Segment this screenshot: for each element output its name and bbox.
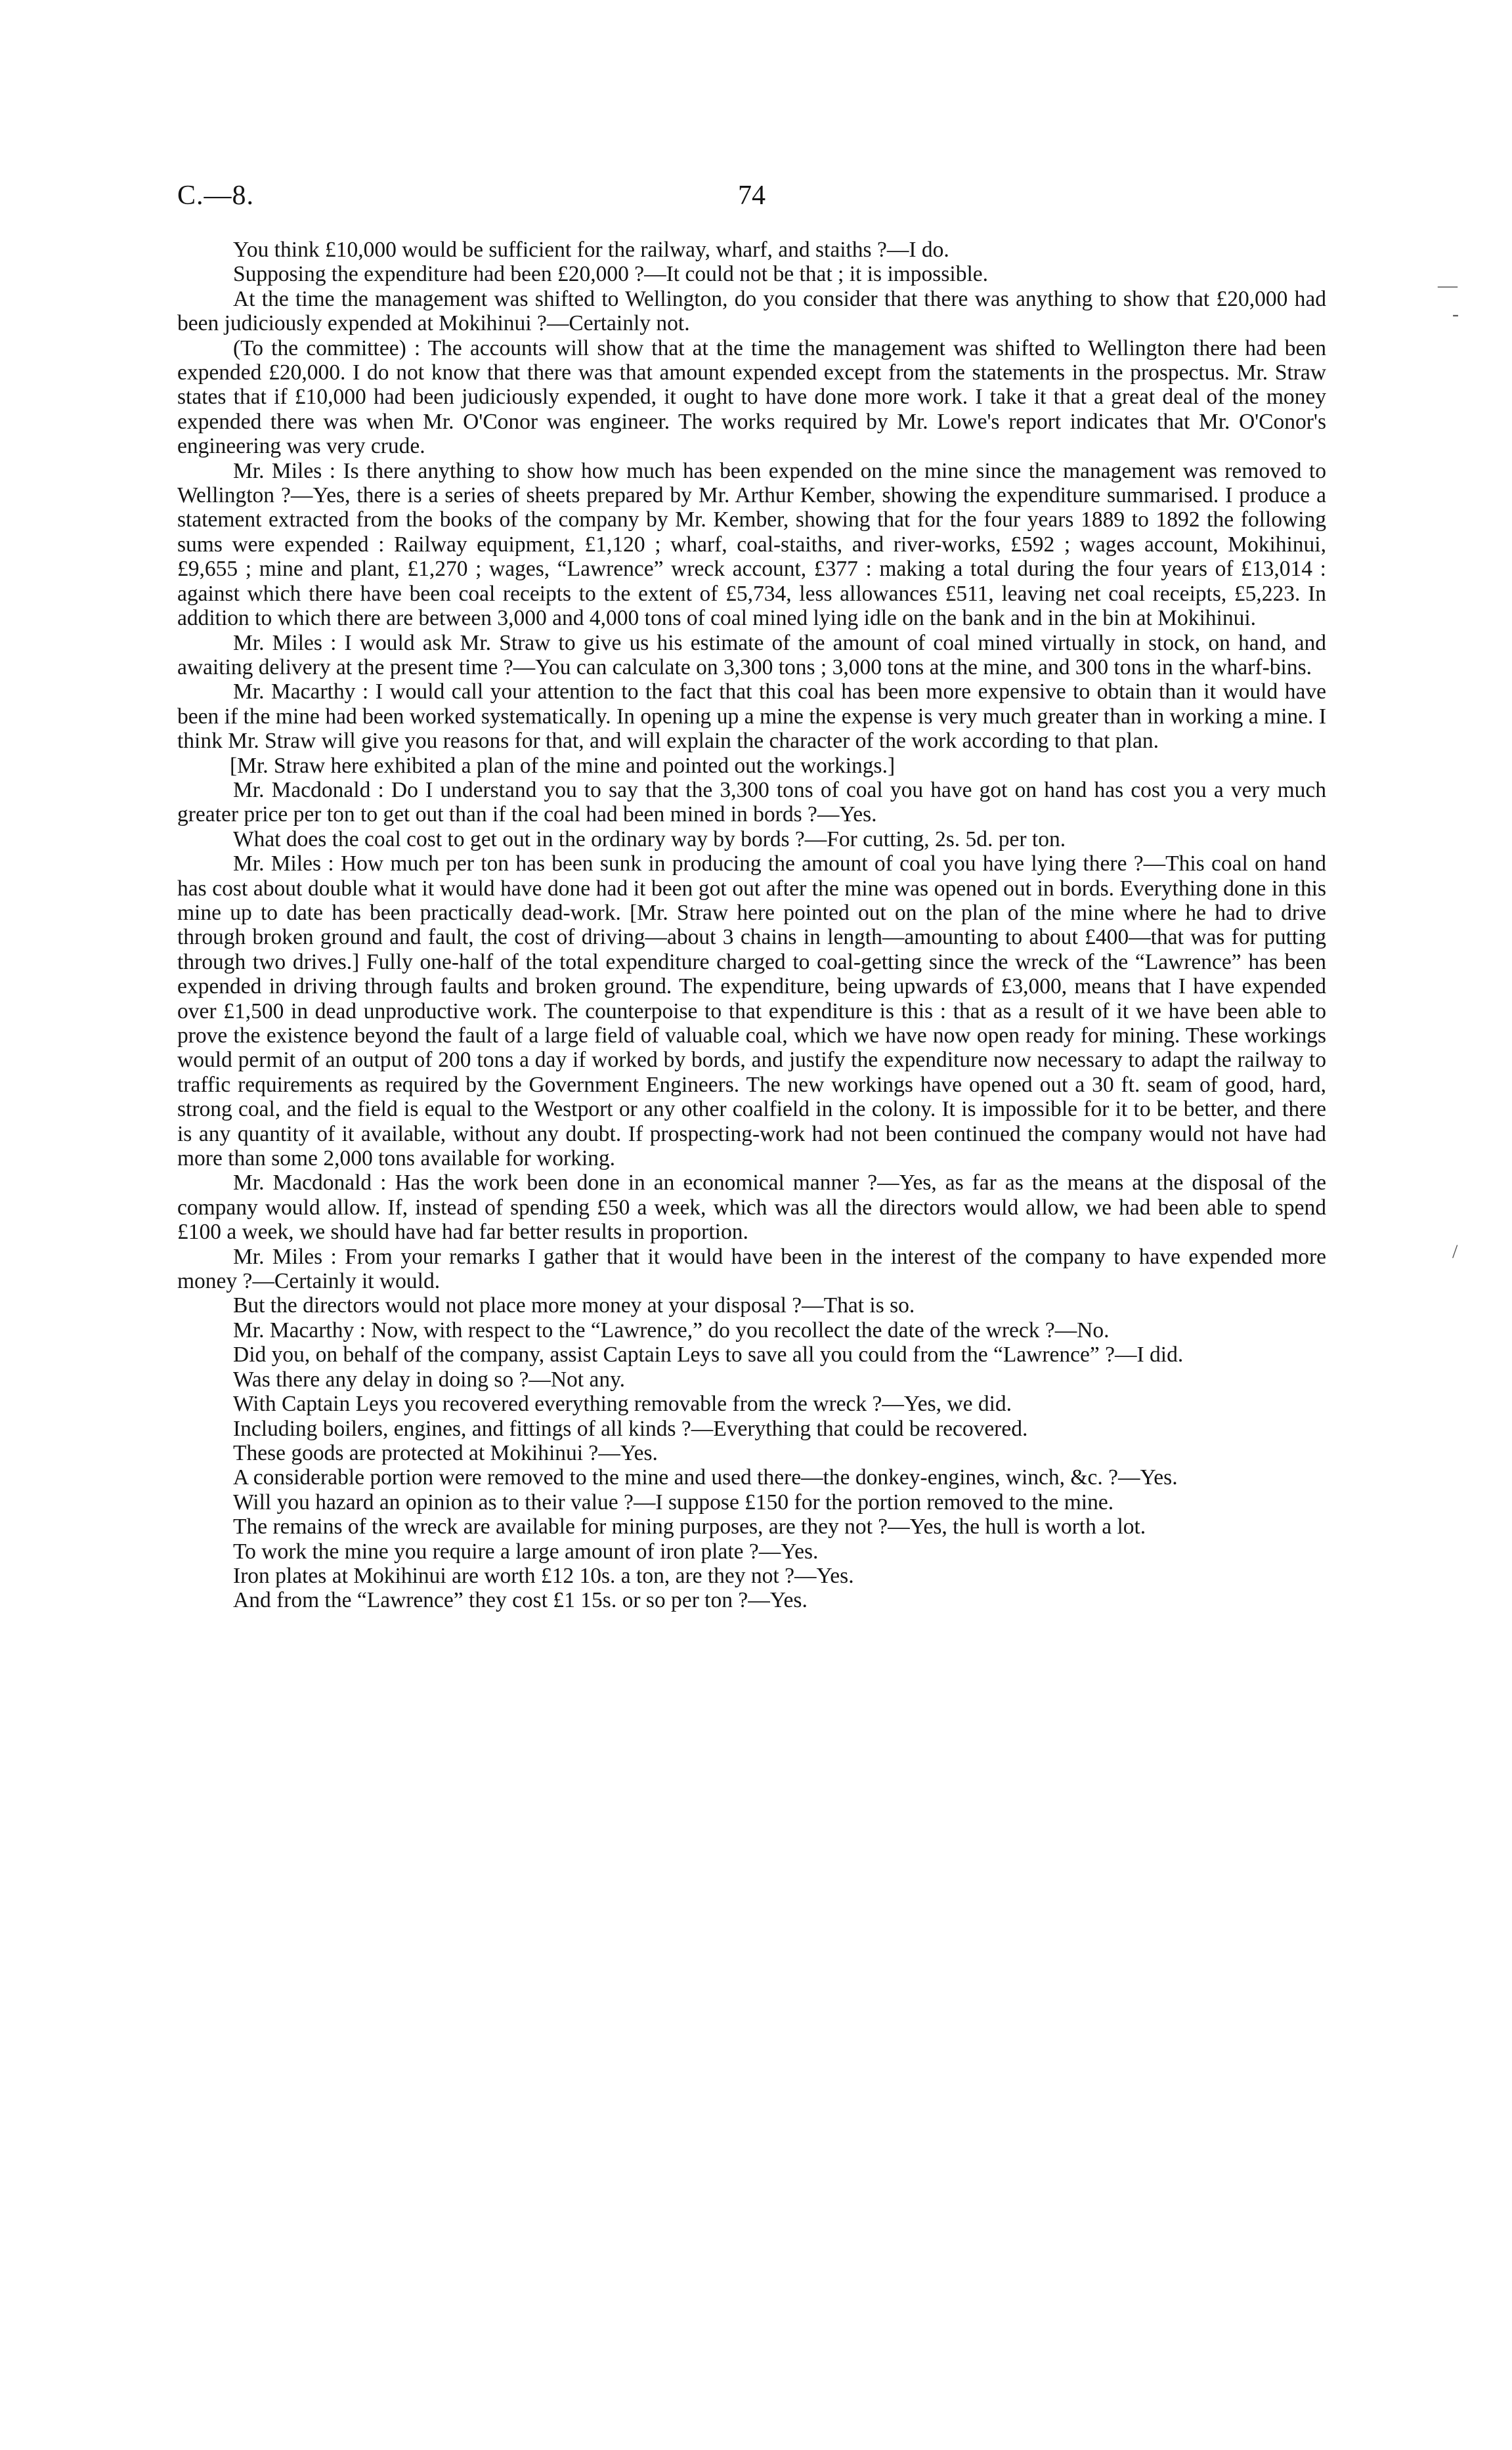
paragraph: Mr. Macdonald : Do I understand you to say that the 3,300 tons of coal you have got on hand has cost you a very much greater price per ton to get out than if the coal had been mined in bords ?—Yes.	[177, 777, 1326, 827]
paragraph: Mr. Macarthy : I would call your attention to the fact that this coal has been more expensive to obtain than it would have been if the mine had been worked systematically. In opening up a mine the expense is very much greater than in working a mine. I think Mr. Straw will give you reasons for that, and will explain the character of the work according to that plan.	[177, 679, 1326, 754]
paragraph: Mr. Miles : I would ask Mr. Straw to give us his estimate of the amount of coal mined virtually in stock, on hand, and awaiting delivery at the present time ?—You can calculate on 3,300 tons ; 3,000 tons at the mine, and 300 tons in the wharf-bins.	[177, 630, 1326, 679]
paragraph: Mr. Macdonald : Has the work been done in an economical manner ?—Yes, as far as the means at the disposal of the company would allow. If, instead of spending £50 a week, which was all the directors would allow, we had been able to spend £100 a week, we should have had far better results in proportion.	[177, 1171, 1326, 1245]
page-number: 74	[738, 181, 766, 211]
paragraph: Mr. Miles : From your remarks I gather that it would have been in the interest of the company to have expended more money ?—Certainly it would.	[177, 1244, 1326, 1294]
paragraph: At the time the management was shifted to Wellington, do you consider that there was anything to show that £20,000 had been judiciously expended at Mokihinui ?—Certainly not.	[177, 286, 1326, 336]
margin-mark: -	[1452, 303, 1459, 325]
paragraph: Including boilers, engines, and fittings of all kinds ?—Everything that could be recovered.	[233, 1416, 1028, 1441]
paragraph: You think £10,000 would be sufficient for the railway, wharf, and staiths ?—I do.	[233, 238, 949, 262]
paragraph: Iron plates at Mokihinui are worth £12 10s. a ton, are they not ?—Yes.	[233, 1563, 854, 1588]
paragraph: To work the mine you require a large amount of iron plate ?—Yes.	[233, 1539, 819, 1564]
paragraph: But the directors would not place more money at your disposal ?—That is so.	[233, 1293, 915, 1318]
paragraph: What does the coal cost to get out in the ordinary way by bords ?—For cutting, 2s. 5d. per ton.	[233, 827, 1066, 851]
paragraph: The remains of the wreck are available for mining purposes, are they not ?—Yes, the hull is worth a lot.	[233, 1515, 1146, 1539]
paragraph: And from the “Lawrence” they cost £1 15s. or so per ton ?—Yes.	[233, 1588, 808, 1613]
paragraph: Mr. Macarthy : Now, with respect to the “Lawrence,” do you recollect the date of the wreck ?—No.	[233, 1318, 1110, 1343]
paragraph: Was there any delay in doing so ?—Not any.	[233, 1367, 626, 1392]
paragraph: Will you hazard an opinion as to their value ?—I suppose £150 for the portion removed to the mine.	[233, 1490, 1114, 1515]
paragraph: Mr. Miles : How much per ton has been sunk in producing the amount of coal you have lying there ?—This coal on hand has cost about double what it would have done had it been got out after the mine was opened out in bords. Everything done in this mine up to date has been practically dead-work. [Mr. Straw here pointed out on the plan of the mine where he had to drive through broken ground and fault, the cost of driving—about 3 chains in length—amounting to about £400—that was for putting through two drives.] Fully one-half of the total expenditure charged to coal-getting since the wreck of the “Lawrence” has been expended in driving through faults and broken ground. The expenditure, being upwards of £3,000, means that I have expended over £1,500 in dead unproductive work. The counterpoise to that expenditure is this : that as a result of it we have been able to prove the existence beyond the fault of a large field of valuable coal, which we have now open ready for mining. These workings would permit of an output of 200 tons a day if worked by bords, and justify the expenditure now necessary to adapt the railway to traffic requirements as required by the Government Engineers. The new workings have opened out a 30 ft. seam of good, hard, strong coal, and the field is equal to the Westport or any other coalfield in the colony. It is impossible for it to be better, and there is any quantity of it available, without any doubt. If prospecting-work had not been continued the company would not have had more than some 2,000 tons available for working.	[177, 851, 1326, 1171]
paragraph: Did you, on behalf of the company, assist Captain Leys to save all you could from the “Lawrence” ?—I did.	[233, 1343, 1184, 1367]
page-header	[177, 176, 1326, 215]
margin-mark: —	[1438, 274, 1458, 296]
paragraph: Mr. Miles : Is there anything to show how much has been expended on the mine since the management was removed to Wellington ?—Yes, there is a series of sheets prepared by Mr. Arthur Kember, showing the expenditure summarised. I produce a statement extracted from the books of the company by Mr. Kember, showing that for the four years 1889 to 1892 the following sums were expended : Railway equipment, £1,120 ; wharf, coal-staiths, and river-works, £592 ; wages account, Mokihinui, £9,655 ; mine and plant, £1,270 ; wages, “Lawrence” wreck account, £377 : making a total during the four years of £13,014 : against which there have been coal receipts to the extent of £5,734, less allowances £511, leaving net coal receipts, £5,223. In addition to which there are between 3,000 and 4,000 tons of coal mined lying idle on the bank and in the bin at Mokihinui.	[177, 458, 1326, 631]
paragraph: (To the committee) : The accounts will show that at the time the management was shifted to Wellington there had been expended £20,000. I do not know that there was that amount expended except from the statements in the prospectus. Mr. Straw states that if £10,000 had been judiciously expended, it ought to have done more work. I take it that a great deal of the money expended there was when Mr. O'Conor was engineer. The works required by Mr. Lowe's report indicates that Mr. O'Conor's engineering was very crude.	[177, 335, 1326, 459]
paragraph: A considerable portion were removed to the mine and used there—the donkey-engines, winch, &c. ?—Yes.	[233, 1465, 1178, 1490]
document-reference: C.—8.	[177, 181, 255, 211]
body-text	[177, 238, 1326, 1613]
paragraph: These goods are protected at Mokihinui ?—Yes.	[233, 1440, 658, 1465]
paragraph: Supposing the expenditure had been £20,000 ?—It could not be that ; it is impossible.	[233, 262, 988, 287]
margin-mark: /	[1452, 1241, 1458, 1262]
paragraph: [Mr. Straw here exhibited a plan of the mine and pointed out the workings.]	[230, 753, 896, 778]
paragraph: With Captain Leys you recovered everything removable from the wreck ?—Yes, we did.	[233, 1392, 1012, 1417]
